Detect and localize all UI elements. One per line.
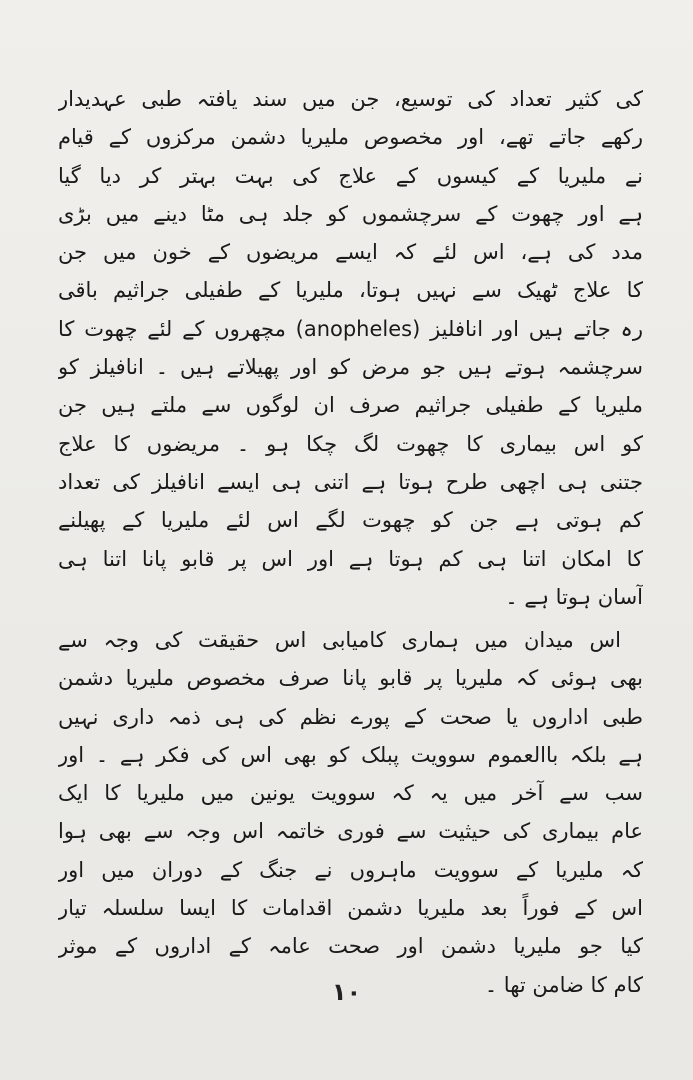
text-line: عام بیماری کی حیثیت سے فوری خاتمہ اس وجہ سے بھی ہوا bbox=[58, 819, 643, 844]
page-number: ١٠ bbox=[331, 978, 362, 1006]
text-line: کو اس بیماری کا چھوت لگ چکا ہو ۔ مریضوں کا علاج bbox=[58, 431, 643, 456]
text-line: رہ جاتے ہیں اور انافلیز (anopheles) مچھروں کے لئے چھوت کا bbox=[58, 316, 643, 341]
text-line: کا علاج ٹھیک سے نہیں ہوتا، ملیریا کے طفیلی جراثیم باقی bbox=[58, 278, 643, 303]
text-line: کہ ملیریا کے سوویت ماہروں نے جنگ کے دوران میں اور bbox=[58, 857, 643, 882]
text-line: سب سے آخر میں یہ کہ سوویت یونین میں ملیریا کا ایک bbox=[58, 781, 643, 806]
text-line: رکھے جاتے تھے، اور مخصوص ملیریا دشمن مرکزوں کے قیام bbox=[58, 125, 643, 150]
text-line: کام کا ضامن تھا ۔ bbox=[484, 972, 643, 997]
text-line: نے ملیریا کے کیسوں کے علاج کی بہت بہتر کر دیا گیا bbox=[58, 163, 643, 188]
text-line: کی کثیر تعداد کی توسیع، جن میں سند یافتہ طبی عہدیدار bbox=[58, 87, 643, 111]
text-line: کیا جو ملیریا دشمن اور صحت عامہ کے اداروں کے موثر bbox=[58, 934, 643, 959]
text-line: کم ہوتی ہے جن کو چھوت لگے اس لئے ملیریا کے پھیلنے bbox=[58, 508, 643, 533]
text-line: سرچشمہ ہوتے ہیں جو مرض کو اور پھیلاتے ہیں ۔ انافیلز کو bbox=[58, 355, 643, 380]
text-line: بھی ہوئی کہ ملیریا پر قابو پانا صرف مخصوص ملیریا دشمن bbox=[58, 666, 643, 691]
text-line: ملیریا کے طفیلی جراثیم صرف ان لوگوں سے ملتے ہیں جن bbox=[58, 393, 643, 418]
text-line: اس کے فوراً بعد ملیریا دشمن اقدامات کا ایسا سلسلہ تیار bbox=[58, 896, 643, 921]
text-line: مدد کی ہے، اس لئے کہ ایسے مریضوں کے خون میں جن bbox=[58, 240, 643, 265]
paragraph-2 bbox=[58, 621, 643, 1004]
text-line: جتنی ہی اچھی طرح ہوتا ہے اتنی ہی ایسے انافیلز کی تعداد bbox=[58, 469, 643, 494]
text-line: ہے اور چھوت کے سرچشموں کو جلد ہی مٹا دینے میں بڑی bbox=[58, 201, 643, 226]
text-line: اس میدان میں ہماری کامیابی اس حقیقت کی وجہ سے bbox=[58, 628, 621, 652]
text-line: کا امکان اتنا ہی کم ہوتا ہے اور اس پر قابو پانا اتنا ہی bbox=[58, 546, 643, 571]
text-line: طبی اداروں یا صحت کے پورے نظم کی ہی ذمہ داری نہیں bbox=[58, 704, 643, 729]
paragraph-1 bbox=[58, 80, 643, 616]
text-line: آسان ہوتا ہے ۔ bbox=[505, 584, 643, 609]
text-line: ہے بلکہ باالعموم سوویت پبلک کو بھی اس کی فکر ہے ۔ اور bbox=[58, 742, 643, 767]
